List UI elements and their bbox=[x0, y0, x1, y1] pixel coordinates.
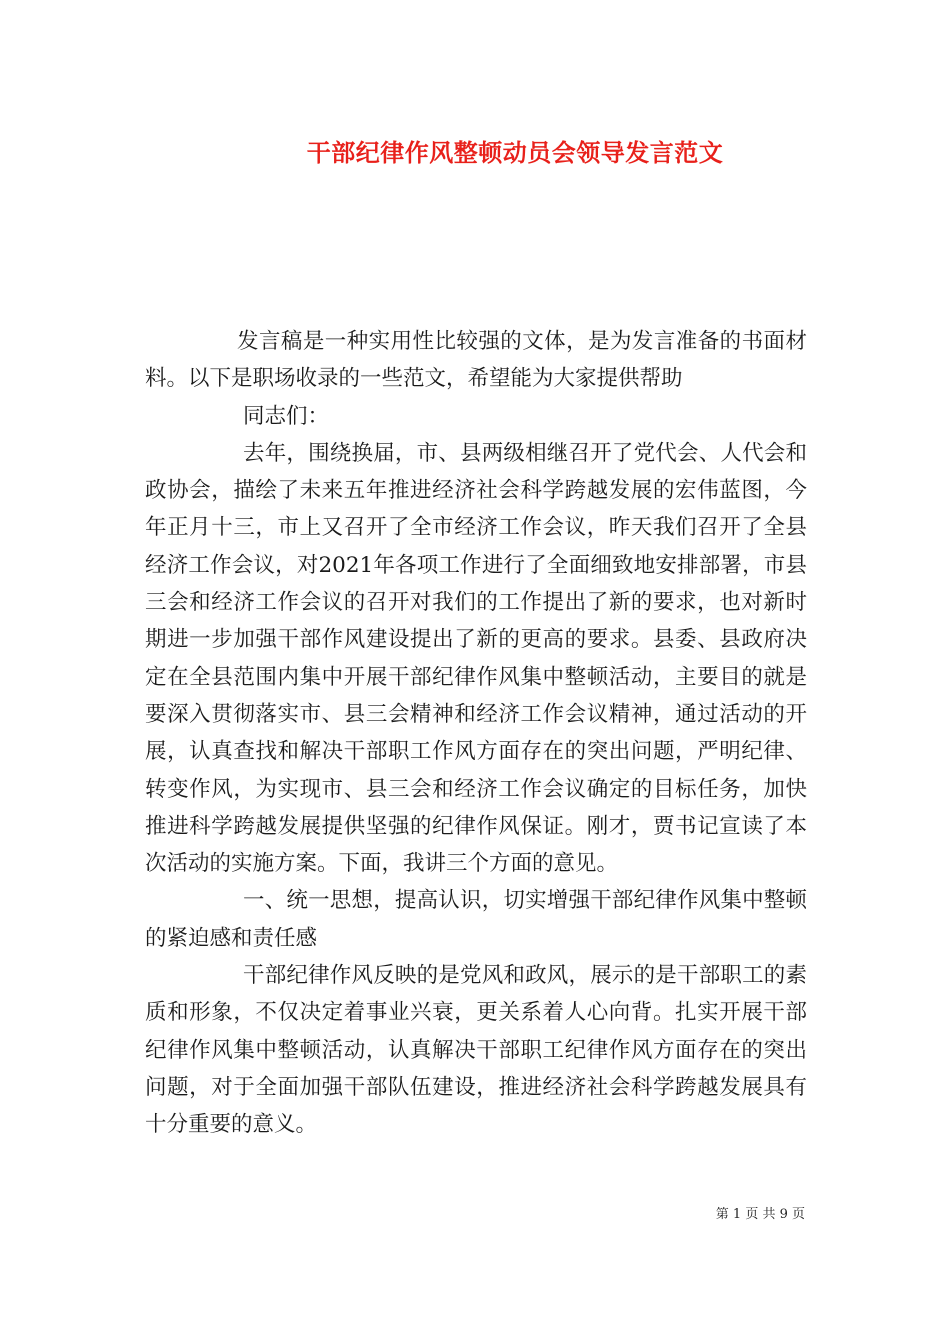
greeting: 同志们： bbox=[243, 403, 330, 429]
document-title: 干部纪律作风整顿动员会领导发言范文 bbox=[306, 138, 724, 167]
intro-paragraph: 发言稿是一种实用性比较强的文体，是为发言准备的书面材料。以下是职场收录的一些范文，希望能为大家提供帮助 bbox=[145, 329, 807, 392]
page-number: 第 1 页 共 9 页 bbox=[715, 1207, 805, 1222]
paragraph-2: 干部纪律作风反映的是党风和政风，展示的是干部职工的素质和形象，不仅决定着事业兴衰，更关系着人心向背。扎实开展干部纪律作风集中整顿活动，认真解决干部职工纪律作风方面存在的突出问题，对于全面加强干部队伍建设，推进经济社会科学跨越发展具有十分重要的意义。 bbox=[145, 963, 807, 1138]
paragraph-1: 去年，围绕换届，市、县两级相继召开了党代会、人代会和政协会，描绘了未来五年推进经济社会科学跨越发展的宏伟蓝图，今年正月十三，市上又召开了全市经济工作会议，昨天我们召开了全县经济工作会议，对2021年各项工作进行了全面细致地安排部署，市县三会和经济工作会议的召开对我们的工作提出了新的要求，也对新时期进一步加强干部作风建设提出了新的更高的要求。县委、县政府决定在全县范围内集中开展干部纪律作风集中整顿活动，主要目的就是要深入贯彻落实市、县三会精神和经济工作会议精神，通过活动的开展，认真查找和解决干部职工作风方面存在的突出问题，严明纪律、转变作风，为实现市、县三会和经济工作会议确定的目标任务，加快推进科学跨越发展提供坚强的纪律作风保证。刚才，贾书记宣读了本次活动的实施方案。下面，我讲三个方面的意见。 bbox=[145, 440, 807, 877]
section-heading-1: 一、统一思想，提高认识，切实增强干部纪律作风集中整顿的紧迫感和责任感 bbox=[145, 888, 807, 951]
document-body bbox=[145, 323, 807, 1144]
